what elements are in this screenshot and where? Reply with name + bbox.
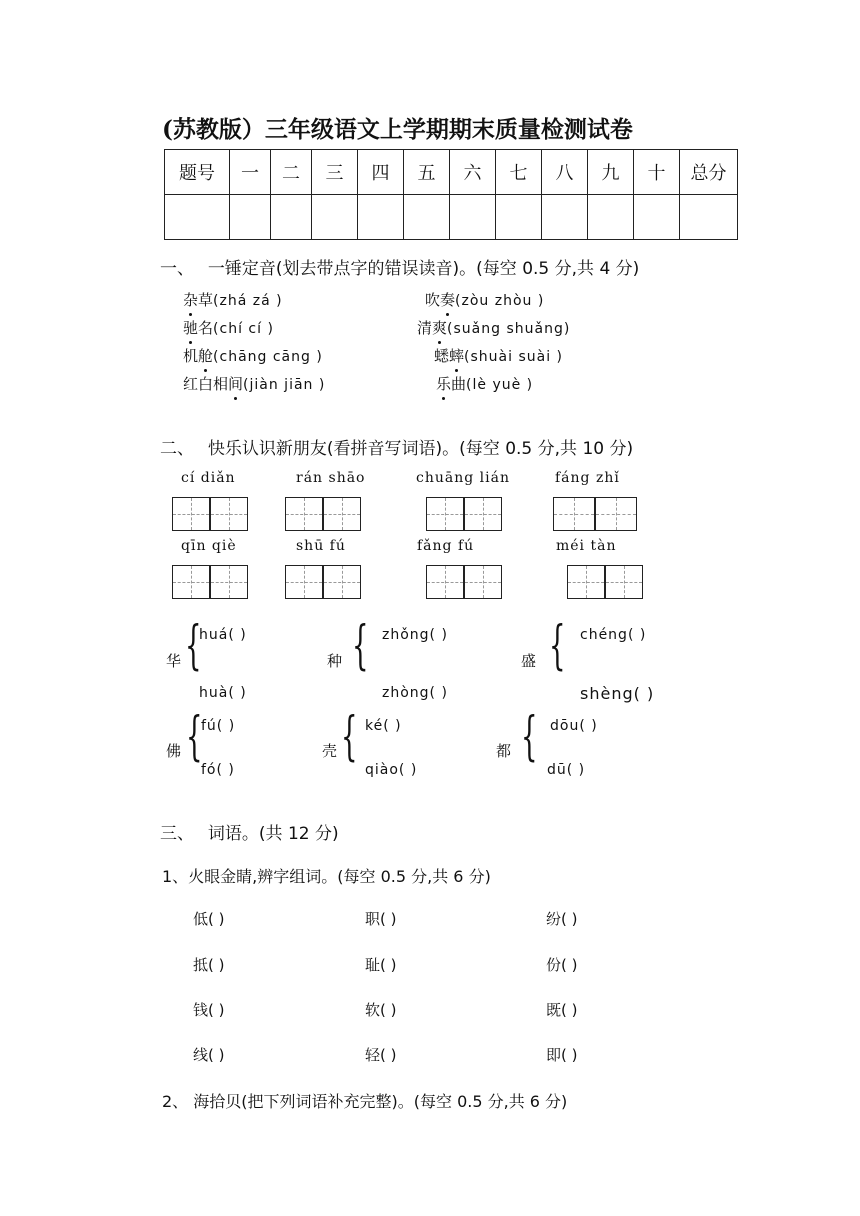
poly-reading: ké( ) — [365, 718, 402, 734]
score-header-cell: 七 — [496, 150, 542, 195]
score-header-cell: 一 — [230, 150, 271, 195]
brace-icon: { — [341, 707, 358, 767]
score-header-cell: 十 — [634, 150, 680, 195]
writing-box[interactable] — [323, 497, 361, 531]
score-header-cell: 五 — [404, 150, 450, 195]
poly-reading: dū( ) — [547, 762, 586, 778]
pinyin-prompt: méi tàn — [556, 538, 617, 554]
word-cell: 低( ) — [193, 910, 225, 928]
writing-box[interactable] — [210, 497, 248, 531]
writing-box[interactable] — [323, 565, 361, 599]
score-input-cell[interactable] — [404, 195, 450, 240]
section1-item: 蟋蟀(shuài suài ) — [434, 347, 563, 365]
section1-item: 清爽(suǎng shuǎng) — [417, 319, 571, 337]
pinyin-prompt: chuāng lián — [416, 470, 510, 486]
poly-reading: dōu( ) — [550, 718, 598, 734]
section3-sub2: 2、 海拾贝(把下列词语补充完整)。(每空 0.5 分,共 6 分) — [162, 1092, 568, 1111]
section2-heading: 二、 快乐认识新朋友(看拼音写词语)。(每空 0.5 分,共 10 分) — [160, 439, 634, 459]
word-cell: 软( ) — [365, 1001, 397, 1019]
section1-item: 红白相间(jiàn jiān ) — [183, 375, 326, 393]
word-cell: 纷( ) — [546, 910, 578, 928]
score-input-row — [165, 195, 738, 240]
brace-icon: { — [352, 616, 369, 676]
score-table — [164, 149, 738, 240]
score-input-cell[interactable] — [496, 195, 542, 240]
score-input-cell[interactable] — [271, 195, 312, 240]
word-cell: 线( ) — [193, 1046, 225, 1064]
writing-box[interactable] — [172, 565, 210, 599]
section1-item: 驰名(chí cí ) — [183, 319, 274, 337]
word-cell: 既( ) — [546, 1001, 578, 1019]
writing-box[interactable] — [426, 497, 464, 531]
writing-box[interactable] — [285, 565, 323, 599]
writing-box[interactable] — [172, 497, 210, 531]
pinyin-prompt: rán shāo — [296, 470, 366, 486]
writing-box[interactable] — [605, 565, 643, 599]
score-input-cell[interactable] — [450, 195, 496, 240]
pinyin-prompt: shū fú — [296, 538, 346, 554]
writing-box[interactable] — [210, 565, 248, 599]
writing-box[interactable] — [426, 565, 464, 599]
score-header-cell: 总分 — [680, 150, 738, 195]
brace-icon: { — [549, 616, 566, 676]
score-input-cell[interactable] — [358, 195, 404, 240]
score-header-cell: 三 — [312, 150, 358, 195]
word-cell: 轻( ) — [365, 1046, 397, 1064]
poly-reading: fó( ) — [201, 762, 235, 778]
score-header-cell: 六 — [450, 150, 496, 195]
score-header-row — [165, 150, 738, 195]
score-input-cell[interactable] — [634, 195, 680, 240]
score-input-cell[interactable] — [312, 195, 358, 240]
score-header-cell: 题号 — [165, 150, 230, 195]
section1-item: 吹奏(zòu zhòu ) — [425, 291, 545, 309]
brace-icon: { — [185, 616, 202, 676]
score-header-cell: 二 — [271, 150, 312, 195]
score-input-cell[interactable] — [588, 195, 634, 240]
brace-icon: { — [186, 707, 203, 767]
score-header-cell: 四 — [358, 150, 404, 195]
score-input-cell[interactable] — [680, 195, 738, 240]
word-cell: 钱( ) — [193, 1001, 225, 1019]
score-input-cell[interactable] — [230, 195, 271, 240]
poly-reading: zhǒng( ) — [382, 627, 448, 643]
word-cell: 即( ) — [546, 1046, 578, 1064]
poly-char: 佛 — [166, 742, 182, 760]
word-cell: 份( ) — [546, 956, 578, 974]
word-cell: 抵( ) — [193, 956, 225, 974]
poly-reading: shèng( ) — [580, 684, 655, 703]
poly-reading: qiào( ) — [365, 762, 418, 778]
poly-reading: huà( ) — [199, 685, 247, 701]
poly-reading: huá( ) — [199, 627, 247, 643]
poly-reading: zhòng( ) — [382, 685, 448, 701]
section1-item: 乐曲(lè yuè ) — [436, 375, 534, 393]
poly-char: 壳 — [322, 742, 338, 760]
poly-char: 华 — [166, 652, 182, 670]
writing-box[interactable] — [464, 565, 502, 599]
poly-char: 都 — [496, 742, 512, 760]
word-cell: 耻( ) — [365, 956, 397, 974]
pinyin-prompt: fáng zhǐ — [555, 470, 620, 486]
word-cell: 职( ) — [365, 910, 397, 928]
score-header-cell: 八 — [542, 150, 588, 195]
section1-item: 杂草(zhá zá ) — [183, 291, 283, 309]
writing-box[interactable] — [595, 497, 637, 531]
section1-item: 机舱(chāng cāng ) — [183, 347, 323, 365]
section1-heading: 一、 一锤定音(划去带点字的错误读音)。(每空 0.5 分,共 4 分) — [160, 259, 640, 279]
page-title: (苏教版）三年级语文上学期期末质量检测试卷 — [162, 116, 633, 143]
writing-box[interactable] — [567, 565, 605, 599]
score-input-cell[interactable] — [165, 195, 230, 240]
poly-char: 种 — [327, 652, 343, 670]
brace-icon: { — [521, 707, 538, 767]
pinyin-prompt: fǎng fú — [417, 538, 475, 554]
writing-box[interactable] — [285, 497, 323, 531]
poly-reading: fú( ) — [201, 718, 236, 734]
writing-box[interactable] — [464, 497, 502, 531]
poly-reading: chéng( ) — [580, 627, 647, 643]
pinyin-prompt: qīn qiè — [181, 538, 237, 554]
section3-heading: 三、 词语。(共 12 分) — [160, 824, 339, 844]
score-header-cell: 九 — [588, 150, 634, 195]
writing-box[interactable] — [553, 497, 595, 531]
pinyin-prompt: cí diǎn — [181, 470, 236, 486]
score-input-cell[interactable] — [542, 195, 588, 240]
poly-char: 盛 — [521, 652, 537, 670]
section3-sub1: 1、火眼金睛,辨字组词。(每空 0.5 分,共 6 分) — [162, 867, 491, 886]
